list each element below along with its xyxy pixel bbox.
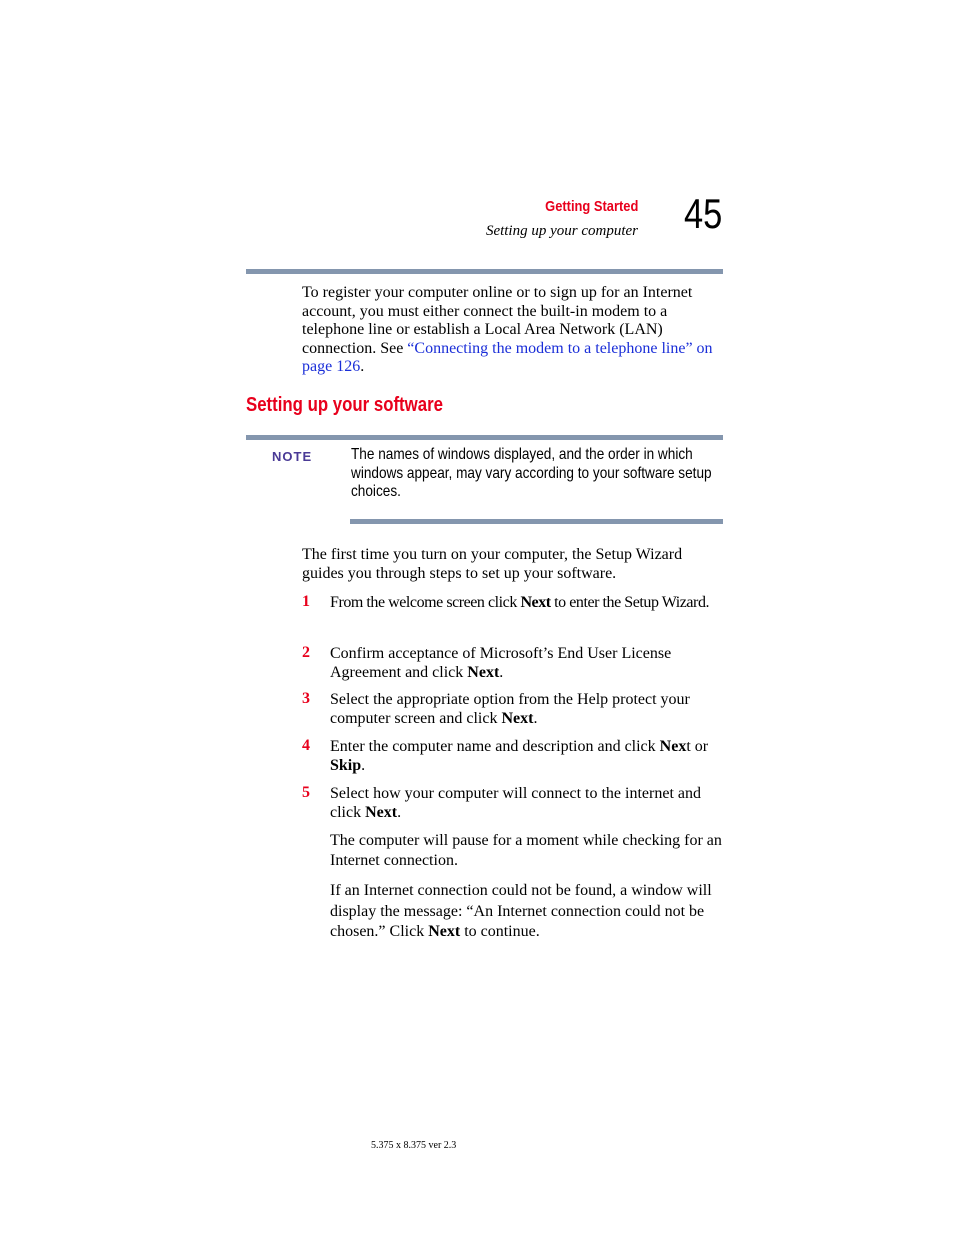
running-header-section: Getting Started	[544, 198, 638, 215]
step-bold-term: Skip	[330, 757, 362, 774]
intro-text: To register your computer online or to sign up for an Internet account, you must either connect the built-in modem to a telephone line or establish a Local Area Network (LAN) connection. See	[302, 284, 693, 357]
cross-reference-link[interactable]: “Connecting the modem to a telephone line” on page 126	[302, 339, 713, 376]
note-text: The names of windows displayed, and the order in which windows appear, may vary according to your software setup choices.	[351, 446, 712, 501]
step-bold-term: Next	[501, 710, 534, 727]
step-text: From the welcome screen click Next to enter the Setup Wizard.	[330, 594, 710, 611]
step-text: Select the appropriate option from the Help protect your computer screen and click Next.	[330, 691, 690, 727]
followup-paragraph: The computer will pause for a moment while checking for an Internet connection.	[330, 832, 722, 869]
running-header-subsection: Setting up your computer	[485, 223, 638, 239]
section-title: Setting up your software	[246, 394, 443, 416]
body-paragraph: The first time you turn on your computer, the Setup Wizard guides you through steps to set up your software.	[302, 546, 683, 582]
step-number: 3	[302, 690, 310, 707]
intro-paragraph	[302, 284, 724, 377]
page-number: 45	[684, 190, 723, 237]
step-number: 1	[302, 593, 310, 610]
step-bold-term: Next	[520, 594, 551, 611]
note-rule-bottom	[350, 519, 723, 524]
intro-end: .	[360, 358, 365, 376]
page-footer: 5.375 x 8.375 ver 2.3	[371, 1140, 457, 1151]
note-rule-top	[246, 435, 723, 440]
step-text: Select how your computer will connect to the internet and click Next.	[330, 785, 701, 821]
step-bold-term: Next	[428, 923, 461, 940]
step-text: Enter the computer name and description and click Next or Skip.	[330, 738, 709, 774]
step-bold-term: Nex	[659, 738, 687, 755]
step-text: Confirm acceptance of Microsoft’s End User License Agreement and click Next.	[330, 645, 672, 681]
step-bold-term: Next	[365, 804, 398, 821]
note-label: NOTE	[272, 449, 313, 464]
step-number: 4	[302, 737, 310, 754]
header-rule	[246, 269, 723, 274]
followup-paragraph: If an Internet connection could not be found, a window will display the message: “An Internet connection could not be chosen.” Click Next to continue.	[330, 882, 712, 940]
step-bold-term: Next	[467, 664, 500, 681]
step-number: 2	[302, 644, 310, 661]
step-number: 5	[302, 784, 310, 801]
